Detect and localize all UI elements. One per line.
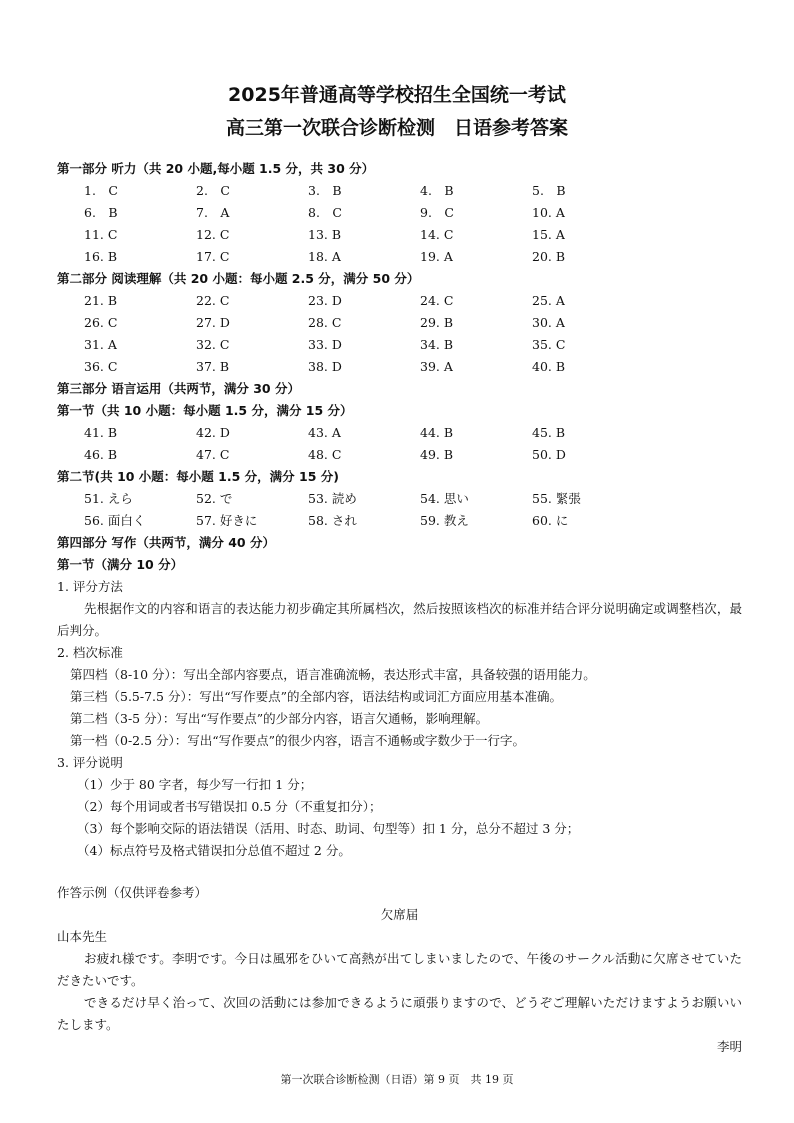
answer-cell: 40. B [532,359,566,374]
part3-section2-heading: 第二节(共 10 小题：每小题 1.5 分，满分 15 分) [57,469,339,484]
answer-cell: 8. C [308,205,342,220]
answer-cell: 1. C [84,183,118,198]
answer-cell: 34. B [420,337,454,352]
answer-cell: 4. B [420,183,454,198]
answer-cell: 43. A [308,425,341,440]
answer-cell: 55. 緊張 [532,491,581,506]
answer-cell: 11. C [84,227,118,242]
note-item: （2）每个用词或者书写错误扣 0.5 分（不重复扣分）； [77,799,382,814]
answer-cell: 50. D [532,447,566,462]
answer-cell: 47. C [196,447,230,462]
answer-cell: 14. C [420,227,454,242]
answer-cell: 25. A [532,293,565,308]
answer-content [57,158,742,1058]
answer-cell: 17. C [196,249,230,264]
part4-section1-heading: 第一节（满分 10 分） [57,557,184,572]
answer-cell: 38. D [308,359,342,374]
answer-row [84,334,742,356]
level-item: 第一档（0-2.5 分）：写出“写作要点”的很少内容，语言不通畅或字数少于一行字。 [70,733,526,748]
answer-cell: 42. D [196,425,230,440]
answer-cell: 15. A [532,227,565,242]
answer-row [84,488,742,510]
sample-signature: 李明 [716,1039,742,1054]
part4-heading: 第四部分 写作（共两节，满分 40 分） [57,535,275,550]
answer-row [84,422,742,444]
answer-cell: 54. 思い [420,491,469,506]
answer-cell: 7. A [196,205,230,220]
answer-cell: 2. C [196,183,230,198]
answer-row [84,444,742,466]
page-subtitle: 高三第一次联合诊断检测 日语参考答案 [225,117,568,139]
answer-cell: 18. A [308,249,341,264]
answer-row [84,290,742,312]
scoring-method-text: 先根据作文的内容和语言的表达能力初步确定其所属档次，然后按照该档次的标准并结合评分说明确定或调整档次，最后判分。 [57,601,742,638]
answer-cell: 24. C [420,293,454,308]
answer-cell: 36. C [84,359,118,374]
part3-section2-answer-grid [84,488,742,532]
answer-cell: 57. 好きに [196,513,258,528]
answer-row [84,224,742,246]
answer-cell: 45. B [532,425,566,440]
sample-paragraph: お疲れ様です。李明です。今日は風邪をひいて高熱が出てしまいましたので、午後のサークル活動に欠席させていただきたいです。 [57,951,742,988]
answer-row [84,510,742,532]
level-item: 第三档（5.5-7.5 分）：写出“写作要点”的全部内容，语法结构或词汇方面应用基本准确。 [70,689,562,704]
note-item: （4）标点符号及格式错误扣分总值不超过 2 分。 [77,843,351,858]
note-item: （1）少于 80 字者，每少写一行扣 1 分； [77,777,313,792]
answer-cell: 3. B [308,183,342,198]
page-title: 2025年普通高等学校招生全国统一考试 [228,84,566,106]
part3-section1-answer-grid [84,422,742,466]
answer-cell: 31. A [84,337,117,352]
answer-cell: 13. B [308,227,342,242]
spacer [57,862,742,882]
answer-row [84,356,742,378]
answer-cell: 23. D [308,293,342,308]
answer-cell: 12. C [196,227,230,242]
answer-row [84,246,742,268]
sample-recipient: 山本先生 [57,929,108,944]
sample-paragraph: できるだけ早く治って、次回の活動には参加できるように頑張りますので、どうぞご理解いただけますようお願いいたします。 [57,995,742,1032]
levels-title: 2. 档次标准 [57,645,123,660]
answer-cell: 30. A [532,315,565,330]
answer-cell: 9. C [420,205,454,220]
part3-section1-heading: 第一节（共 10 小题：每小题 1.5 分，满分 15 分） [57,403,353,418]
answer-cell: 44. B [420,425,454,440]
sample-title: 欠席届 [380,907,419,922]
part1-answer-grid [84,180,742,268]
answer-cell: 26. C [84,315,118,330]
answer-cell: 35. C [532,337,566,352]
part2-answer-grid [84,290,742,378]
answer-row [84,312,742,334]
answer-cell: 48. C [308,447,342,462]
answer-cell: 29. B [420,315,454,330]
answer-cell: 56. 面白く [84,513,146,528]
answer-row [84,202,742,224]
answer-cell: 49. B [420,447,454,462]
answer-cell: 20. B [532,249,566,264]
page-footer: 第一次联合诊断检测（日语）第 9 页 共 19 页 [280,1073,514,1086]
answer-cell: 16. B [84,249,118,264]
answer-cell: 10. A [532,205,565,220]
answer-cell: 46. B [84,447,118,462]
answer-cell: 37. B [196,359,230,374]
answer-cell: 51. えら [84,491,133,506]
answer-cell: 39. A [420,359,453,374]
answer-cell: 28. C [308,315,342,330]
answer-row [84,180,742,202]
answer-cell: 60. に [532,513,569,528]
answer-cell: 59. 教え [420,513,469,528]
answer-cell: 53. 読め [308,491,357,506]
answer-cell: 33. D [308,337,342,352]
answer-cell: 32. C [196,337,230,352]
answer-cell: 58. され [308,513,357,528]
sample-label: 作答示例（仅供评卷参考） [57,885,208,900]
note-item: （3）每个影响交际的语法错误（活用、时态、助词、句型等）扣 1 分，总分不超过 3 分； [77,821,580,836]
answer-cell: 41. B [84,425,118,440]
part1-heading: 第一部分 听力（共 20 小题,每小题 1.5 分，共 30 分） [57,161,375,176]
scoring-method-title: 1. 评分方法 [57,579,123,594]
notes-title: 3. 评分说明 [57,755,123,770]
answer-cell: 52. で [196,491,233,506]
answer-cell: 6. B [84,205,118,220]
level-item: 第四档（8-10 分）：写出全部内容要点，语言准确流畅，表达形式丰富，具备较强的语用能力。 [70,667,596,682]
answer-cell: 22. C [196,293,230,308]
answer-cell: 21. B [84,293,118,308]
answer-cell: 19. A [420,249,453,264]
part3-heading: 第三部分 语言运用（共两节，满分 30 分） [57,381,300,396]
part2-heading: 第二部分 阅读理解（共 20 小题：每小题 2.5 分，满分 50 分） [57,271,420,286]
answer-cell: 27. D [196,315,230,330]
answer-cell: 5. B [532,183,566,198]
level-item: 第二档（3-5 分）：写出“写作要点”的少部分内容，语言欠通畅，影响理解。 [70,711,489,726]
